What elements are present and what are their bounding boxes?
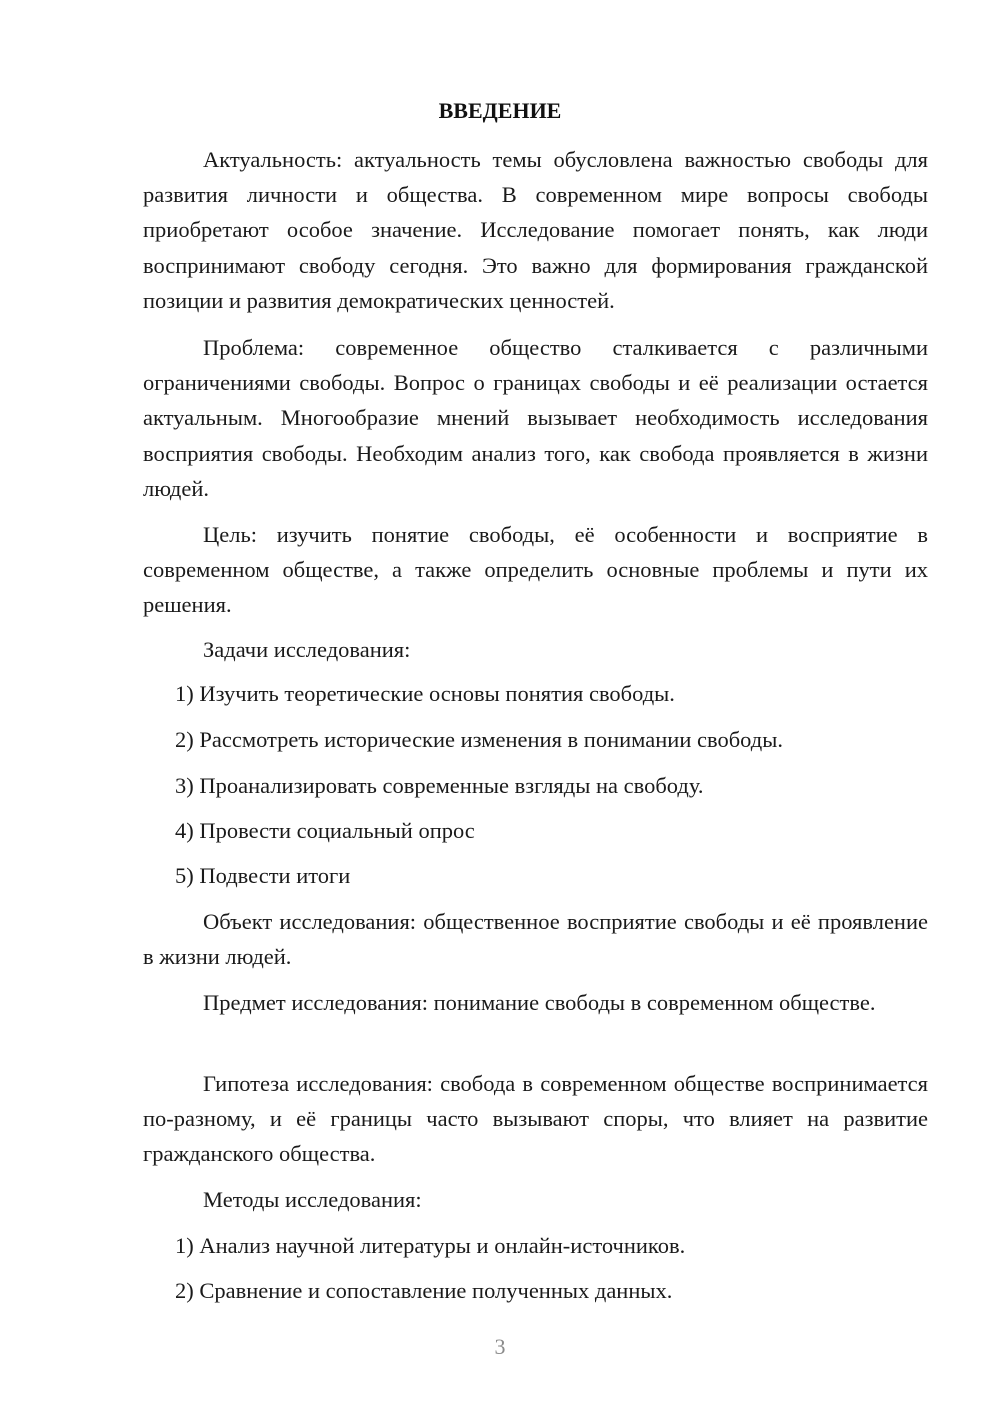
task-item-2: 2) Рассмотреть исторические изменения в понимании свободы. [175,727,783,752]
paragraph-relevance: Актуальность: актуальность темы обусловлена важностью свободы для развития личности и общества. В современном мире вопросы свободы приобретают особое значение. Исследование помогает понять, как люди воспринимают свободу сегодня. Это важно для формирования гражданской позиции и развития демократических ценностей. [143,147,928,313]
task-item-5: 5) Подвести итоги [175,863,351,888]
section-title: ВВЕДЕНИЕ [438,98,562,123]
method-item-1: 1) Анализ научной литературы и онлайн-источников. [175,1233,686,1258]
paragraph-tasks-heading: Задачи исследования: [203,637,411,662]
page-number: 3 [494,1334,506,1359]
paragraph-hypothesis: Гипотеза исследования: свобода в современном обществе воспринимается по-разному, и её границы часто вызывают споры, что влияет на развитие гражданского общества. [143,1071,928,1167]
task-item-1: 1) Изучить теоретические основы понятия свободы. [175,681,675,706]
method-item-2: 2) Сравнение и сопоставление полученных данных. [175,1278,673,1303]
paragraph-methods-heading: Методы исследования: [203,1187,422,1212]
paragraph-object: Объект исследования: общественное восприятие свободы и её проявление в жизни людей. [143,909,928,970]
paragraph-goal: Цель: изучить понятие свободы, её особенности и восприятие в современном обществе, а также определить основные проблемы и пути их решения. [143,522,928,618]
task-item-4: 4) Провести социальный опрос [175,818,475,843]
paragraph-problem: Проблема: современное общество сталкивается с различными ограничениями свободы. Вопрос о границах свободы и её реализации остается актуальным. Многообразие мнений вызывает необходимость исследования восприятия свободы. Необходим анализ того, как свобода проявляется в жизни людей. [143,335,928,501]
paragraph-subject: Предмет исследования: понимание свободы в современном обществе. [203,990,876,1015]
task-item-3: 3) Проанализировать современные взгляды на свободу. [175,773,704,798]
